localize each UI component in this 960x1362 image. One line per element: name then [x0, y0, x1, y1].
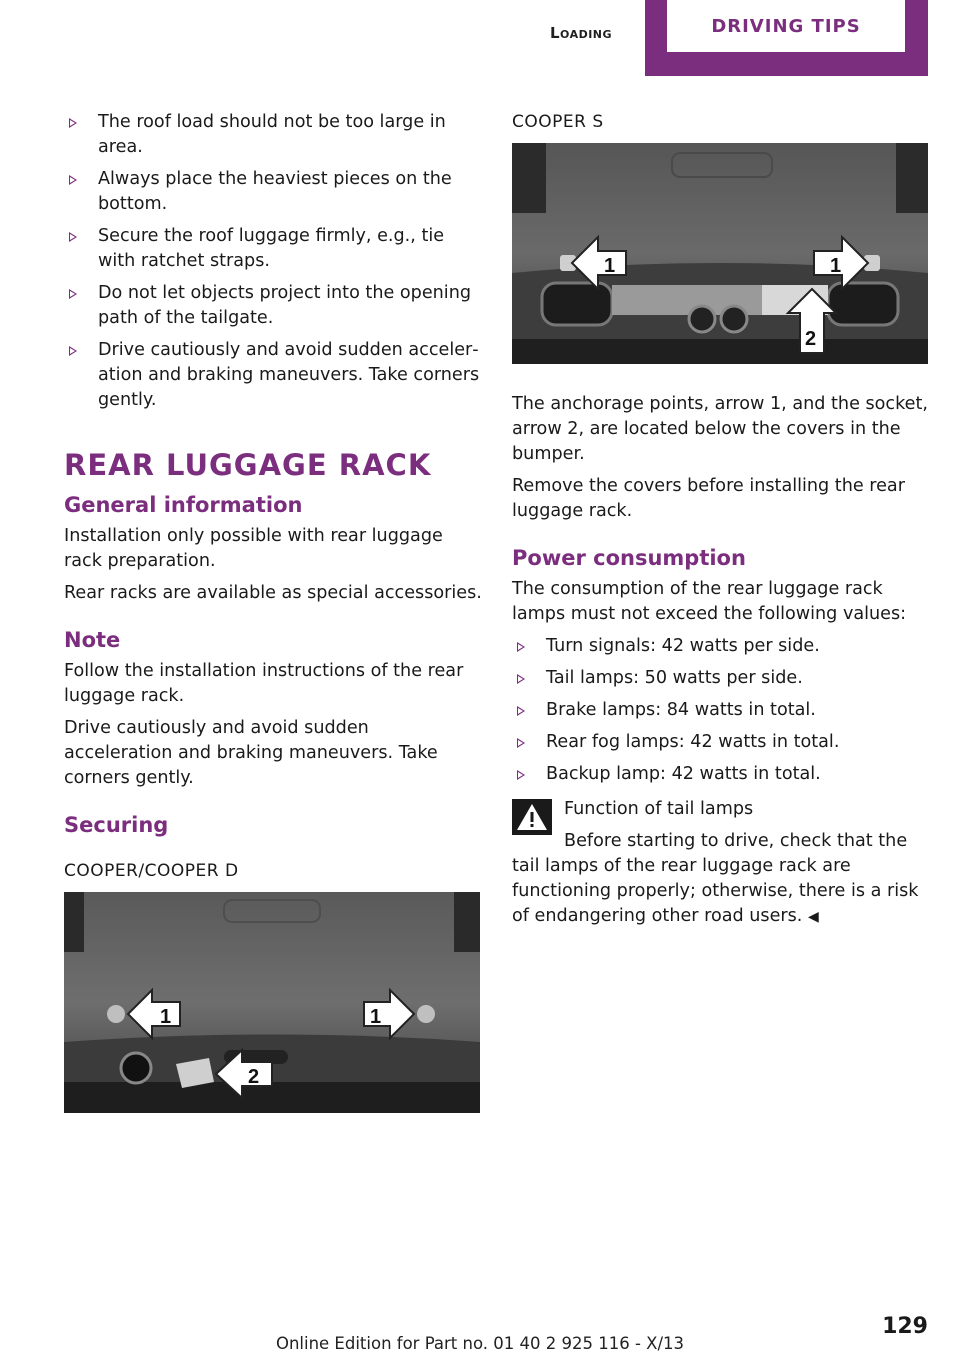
list-item — [64, 167, 482, 217]
remove-covers-paragraph: Remove the covers before installing the rear luggage rack. — [512, 476, 905, 521]
warning-box — [512, 797, 930, 930]
arrow-1-right-label: 1 — [830, 255, 842, 277]
bullet-triangle-icon — [69, 289, 77, 299]
bullet-triangle-icon — [517, 770, 525, 780]
bullet-triangle-icon — [69, 118, 77, 128]
list-item — [512, 730, 930, 755]
anchorage-paragraph: The anchorage points, arrow 1, and the socket, arrow 2, are located below the covers in the bumper. — [512, 394, 928, 464]
list-item — [512, 762, 930, 787]
list-item — [64, 281, 482, 331]
end-of-warning-icon: ◀ — [808, 909, 819, 925]
cooper-caption: COOPER/COOPER D — [64, 861, 239, 881]
general-paragraph-1: Installation only possible with rear luggage rack preparation. — [64, 526, 443, 571]
right-column — [512, 110, 930, 930]
bullet-triangle-icon — [69, 346, 77, 356]
list-item-text: Always place the heaviest pieces on the bottom. — [98, 169, 452, 214]
list-item — [64, 338, 482, 413]
list-item-text: Drive cautiously and avoid sudden acceleration and braking maneuvers. Take corners gently. — [98, 340, 480, 410]
warning-triangle-icon — [512, 799, 552, 835]
chapter-tab — [645, 0, 928, 76]
arrow-1-left-label: 1 — [160, 1006, 172, 1028]
arrow-1-left-label: 1 — [604, 255, 616, 277]
bullet-triangle-icon — [517, 642, 525, 652]
list-item-text: Tail lamps: 50 watts per side. — [546, 668, 803, 688]
general-information-heading: General information — [64, 493, 303, 517]
power-consumption-heading: Power consumption — [512, 546, 746, 570]
list-item — [64, 110, 482, 160]
list-item — [512, 698, 930, 723]
arrow-1-right-label: 1 — [370, 1006, 382, 1028]
list-item-text: Turn signals: 42 watts per side. — [546, 636, 820, 656]
bullet-triangle-icon — [517, 674, 525, 684]
cooper-s-bumper-photo — [512, 143, 928, 364]
cooper-s-caption: COOPER S — [512, 112, 604, 132]
general-paragraph-2: Rear racks are available as special accessories. — [64, 583, 482, 603]
chapter-tab-label: DRIVING TIPS — [667, 0, 905, 52]
note-paragraph-2: Drive cautiously and avoid sudden acceleration and braking maneuvers. Take corners gently. — [64, 718, 438, 788]
list-item — [512, 666, 930, 691]
bullet-triangle-icon — [517, 738, 525, 748]
note-heading: Note — [64, 628, 121, 652]
arrow-2-label: 2 — [805, 328, 817, 350]
header-section-label: Loading — [549, 24, 613, 42]
warning-body — [512, 829, 930, 930]
list-item-text: Do not let objects project into the opening path of the tailgate. — [98, 283, 472, 328]
power-intro-paragraph: The consumption of the rear luggage rack lamps must not exceed the following values: — [512, 579, 907, 624]
warning-title: Function of tail lamps — [564, 799, 754, 819]
roof-load-bullet-list — [64, 110, 482, 413]
list-item — [64, 224, 482, 274]
list-item-text: Backup lamp: 42 watts in total. — [546, 764, 821, 784]
warning-body-text: Before starting to drive, check that the tail lamps of the rear luggage rack are functioning properly; otherwise, there is a risk of endangering other road users. — [512, 831, 919, 926]
list-item-text: The roof load should not be too large in area. — [98, 112, 446, 157]
securing-heading: Securing — [64, 813, 169, 837]
section-title: REAR LUGGAGE RACK — [64, 448, 432, 482]
left-column — [64, 110, 482, 1113]
list-item — [512, 634, 930, 659]
bullet-triangle-icon — [69, 175, 77, 185]
cooper-bumper-photo — [64, 892, 480, 1113]
arrow-2-label: 2 — [248, 1066, 260, 1088]
list-item-text: Secure the roof luggage firmly, e.g., tie with ratchet straps. — [98, 226, 445, 271]
note-paragraph-1: Follow the installation instructions of the rear luggage rack. — [64, 661, 464, 706]
list-item-text: Brake lamps: 84 watts in total. — [546, 700, 816, 720]
page-number: 129 — [882, 1314, 928, 1339]
bullet-triangle-icon — [69, 232, 77, 242]
footer-edition-text: Online Edition for Part no. 01 40 2 925 116 - X/13 — [275, 1334, 685, 1353]
bullet-triangle-icon — [517, 706, 525, 716]
list-item-text: Rear fog lamps: 42 watts in total. — [546, 732, 840, 752]
power-values-list — [512, 634, 930, 787]
